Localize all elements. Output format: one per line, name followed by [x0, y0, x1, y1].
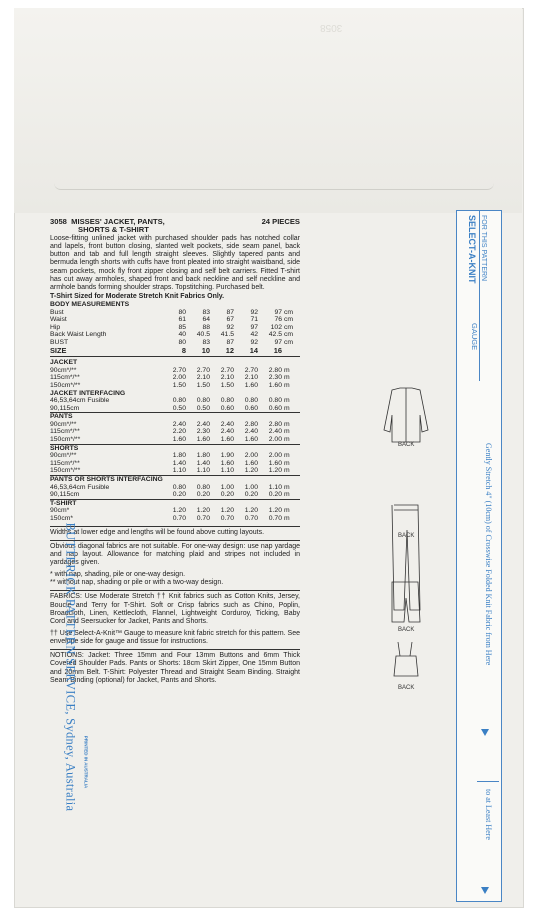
pattern-title-2: SHORTS & T-SHIRT: [78, 225, 149, 235]
table-row: [50, 507, 300, 515]
cell-value: 1.00: [220, 483, 234, 491]
table-row: [50, 436, 300, 444]
row-label: 150cm*: [50, 515, 74, 522]
table-row: [50, 316, 300, 324]
cell-value: 1.80: [196, 452, 210, 460]
table-row: [50, 324, 300, 332]
cell-value: 42.5: [268, 331, 282, 339]
cell-unit: cm: [284, 331, 294, 339]
row-label: Waist: [50, 316, 67, 324]
cell-value: 1.50: [172, 381, 186, 389]
row-label: 46,53,64cm Fusible: [50, 397, 110, 405]
gauge-arrow-start: [481, 729, 489, 736]
cell-value: 1.60: [244, 436, 258, 444]
gauge-for: FOR THIS PATTERN: [480, 215, 487, 282]
section-heading: PANTS OR SHORTS INTERFACING: [50, 476, 300, 484]
section-heading-row: [50, 444, 300, 452]
cell-value: 97: [274, 338, 282, 346]
company-name: BUTTERICK PATTERN SERVICE, Sydney, Australia: [63, 522, 78, 812]
back-label-shorts: BACK: [398, 627, 415, 633]
shorts-back-drawing: [392, 582, 420, 622]
table-row: [50, 491, 300, 499]
cell-value: 1.10: [172, 467, 186, 475]
cell-value: 0.60: [244, 404, 258, 412]
row-label: 150cm*/**: [50, 467, 81, 475]
table-row: [50, 331, 300, 339]
cell-value: 102: [270, 323, 282, 331]
cell-unit: [282, 347, 300, 355]
cell-unit: m: [284, 515, 290, 522]
section-heading: BODY MEASUREMENTS: [50, 300, 130, 308]
cell-value: 0.80: [172, 397, 186, 405]
cell-unit: m: [284, 459, 290, 467]
row-label: SIZE: [50, 345, 67, 355]
row-label: 115cm*/**: [50, 374, 80, 382]
cell-value: 61: [178, 316, 186, 324]
cell-value: 1.00: [244, 483, 258, 491]
cell-value: 1.60: [220, 436, 234, 444]
cell-value: 88: [202, 323, 210, 331]
cell-value: 1.60: [268, 381, 282, 389]
tshirt-back-drawing: [394, 642, 418, 676]
cell-unit: cm: [284, 308, 294, 316]
cell-value: 2.10: [196, 374, 210, 382]
cell-value: 0.80: [220, 397, 234, 405]
description: Loose-fitting unlined jacket with purchased shoulder pads has notched collar and lapels, front button closing, slanted welt pockets, side seam panel, back button and tab and full length straight sleeves. Slightly tapered pants and bermuda length shorts with cuffs have front pleated into straight waistband, side seam pockets, mock fly front zipper closing and self belt carriers. Fitted T-shirt has cut away armholes, shaped front and back neckline and self neckline and armhole bands forming shoulder straps. Topstitching. Purchased belt.: [50, 234, 300, 292]
cell-value: 87: [226, 338, 234, 346]
cell-value: 1.60: [172, 436, 186, 444]
cell-value: 2.70: [244, 366, 258, 374]
cell-value: 0.70: [244, 515, 258, 522]
cell-value: 64: [202, 316, 210, 324]
cell-value: 0.20: [220, 491, 234, 499]
row-label: 90cm*/**: [50, 452, 77, 460]
cell-unit: cm: [284, 316, 294, 324]
cell-value: 10: [201, 345, 210, 355]
measurements-table: [50, 301, 300, 354]
cell-value: 0.20: [196, 491, 210, 499]
row-label: 150cm*/**: [50, 381, 81, 389]
cell-value: 1.50: [220, 381, 234, 389]
cell-value: 1.50: [196, 381, 210, 389]
row-label: 115cm*/**: [50, 428, 80, 436]
cell-value: 85: [178, 323, 186, 331]
jacket-back-drawing: [384, 388, 428, 442]
cell-value: 1.20: [220, 507, 234, 515]
table-row: [50, 309, 300, 317]
cell-value: 1.40: [196, 459, 210, 467]
table-row: [50, 515, 300, 523]
pattern-info: [50, 218, 300, 688]
cell-value: 1.10: [220, 467, 234, 475]
row-label: 90,115cm: [50, 491, 80, 499]
cell-unit: m: [284, 420, 290, 428]
table-row: [50, 421, 300, 429]
cell-value: 0.70: [268, 515, 282, 522]
table-row: [50, 460, 300, 468]
without-nap-note: ** without nap, shading or pile or with a two-way design.: [50, 579, 224, 587]
cell-value: 2.70: [196, 366, 210, 374]
row-label: Hip: [50, 323, 61, 331]
cell-value: 2.00: [172, 374, 186, 382]
row-label: BUST: [50, 338, 69, 346]
row-label: 90cm*/**: [50, 366, 77, 374]
table-row: [50, 382, 300, 390]
cell-value: 76: [274, 316, 282, 324]
notions-note: NOTIONS: Jacket: Three 15mm and Four 13mm Buttons and 6mm Thick Covered Shoulder Pads. Pants or Shorts: 18cm Skirt Zipper, One 15mm Button and 20mm Belt. T-Shirt: Polyester Thread and Straight Seam Binding. Straight Seam Binding (optional) for Jacket, Pants and Shorts.: [50, 652, 300, 685]
section-heading-row: [50, 301, 300, 309]
cell-value: 2.40: [196, 420, 210, 428]
with-nap-note: * with nap, shading, pile or one-way design.: [50, 570, 186, 578]
cell-value: 0.60: [268, 404, 282, 412]
cell-unit: m: [284, 428, 290, 436]
cell-value: 1.20: [196, 507, 210, 515]
cell-value: 2.70: [172, 366, 186, 374]
section-heading-row: [50, 499, 300, 507]
cell-value: 8: [181, 345, 186, 355]
cell-value: 1.10: [268, 483, 282, 491]
back-label-pants: BACK: [398, 533, 415, 539]
cell-value: 2.00: [268, 436, 282, 444]
cell-value: 0.70: [220, 515, 234, 522]
cell-value: 2.00: [268, 452, 282, 460]
section-heading: SHORTS: [50, 444, 300, 452]
cell-value: 0.70: [196, 515, 210, 522]
section-heading: JACKET INTERFACING: [50, 389, 126, 397]
cell-value: 1.60: [196, 436, 210, 444]
cell-value: 1.20: [268, 467, 282, 475]
cell-value: 14: [249, 345, 258, 355]
fabrics-note: FABRICS: Use Moderate Stretch †† Knit fabrics such as Cotton Knits, Jersey, Boucle and Terry for T-Shirt. Soft or Crisp fabrics such as Chino, Poplin, Broadcloth, Linen, Kettlecloth, Flannel, Lightweight Corduroy, Ticking, Baby Cord and Seersucker for Jacket, Pants and Shorts.: [50, 593, 300, 626]
cell-value: 0.50: [196, 404, 210, 412]
cell-value: 2.30: [268, 374, 282, 382]
cell-value: 1.60: [244, 381, 258, 389]
cell-value: 16: [273, 345, 282, 355]
cell-unit: m: [284, 467, 290, 475]
cell-value: 2.20: [172, 428, 186, 436]
table-row: [50, 374, 300, 382]
gauge-instruction: Gently Stretch 4" (10cm) of Crosswise Folded Knit Fabric from Here: [484, 443, 493, 666]
cell-value: 80: [178, 338, 186, 346]
cell-value: 0.20: [172, 491, 186, 499]
row-label: 90cm*: [50, 507, 70, 515]
cell-value: 0.80: [196, 483, 210, 491]
row-label: 115cm*/**: [50, 459, 80, 467]
cell-value: 1.10: [196, 467, 210, 475]
cell-unit: cm: [284, 323, 294, 331]
cell-value: 1.20: [244, 467, 258, 475]
table-row: [50, 405, 300, 413]
cell-value: 2.10: [244, 374, 258, 382]
cell-value: 2.70: [220, 366, 234, 374]
cell-unit: m: [284, 507, 290, 515]
gauge-to: to at Least Here: [484, 789, 493, 840]
cell-value: 87: [226, 308, 234, 316]
cell-value: 1.60: [268, 459, 282, 467]
cell-value: 97: [250, 323, 258, 331]
cell-value: 0.80: [196, 397, 210, 405]
row-label: Bust: [50, 308, 64, 316]
section-heading-row: [50, 359, 300, 367]
row-label: Back Waist Length: [50, 331, 107, 339]
cell-value: 2.80: [268, 366, 282, 374]
cell-value: 1.20: [268, 507, 282, 515]
cell-value: 0.50: [172, 404, 186, 412]
row-label: 90,115cm: [50, 404, 80, 412]
cell-value: 0.70: [172, 515, 186, 522]
cell-value: 92: [250, 308, 258, 316]
pattern-number: 3058: [50, 217, 67, 226]
cell-unit: cm: [284, 338, 294, 346]
section-heading: JACKET: [50, 359, 78, 367]
cell-value: 41.5: [220, 331, 234, 339]
back-label-jacket: BACK: [398, 442, 415, 448]
cell-value: 2.40: [244, 428, 258, 436]
cell-value: 2.80: [268, 420, 282, 428]
cell-value: 0.60: [220, 404, 234, 412]
row-label: 150cm*/**: [50, 436, 81, 444]
cell-value: 12: [225, 345, 234, 355]
table-row: [50, 339, 300, 347]
cell-unit: m: [284, 381, 290, 389]
cell-value: 67: [226, 316, 234, 324]
gauge-brand: SELECT-A-KNIT: [467, 215, 477, 284]
cell-value: 2.30: [196, 428, 210, 436]
pants-back-drawing: [392, 505, 420, 610]
table-row: [50, 428, 300, 436]
section-heading: T-SHIRT: [50, 499, 300, 507]
cell-value: 83: [202, 308, 210, 316]
section-heading-row: [50, 476, 300, 484]
cell-unit: m: [284, 452, 290, 460]
cell-unit: m: [284, 491, 290, 499]
cell-value: 1.90: [220, 452, 234, 460]
cell-value: 83: [202, 338, 210, 346]
diagonal-note: Obvious diagonal fabrics are not suitable. For one-way design: use nap yardage and nap layout. Allowance for matching plaid and stripes not included in yardages given.: [50, 542, 300, 567]
cell-unit: m: [284, 374, 290, 382]
widths-note: Widths at lower edge and lengths will be found above cutting layouts.: [50, 528, 265, 536]
cell-value: 92: [250, 338, 258, 346]
cell-value: 2.40: [220, 428, 234, 436]
table-row: [50, 367, 300, 375]
table-row: [50, 452, 300, 460]
cell-value: 1.80: [172, 452, 186, 460]
cell-value: 2.80: [244, 420, 258, 428]
cell-value: 0.20: [244, 491, 258, 499]
row-label: 46,53,64cm Fusible: [50, 483, 110, 491]
cell-value: 40: [178, 331, 186, 339]
cell-unit: m: [284, 436, 290, 444]
cell-unit: m: [284, 404, 290, 412]
cell-unit: m: [284, 483, 290, 491]
ghost-number: 3058: [320, 22, 343, 33]
cell-value: 1.20: [172, 507, 186, 515]
section-heading-row: [50, 413, 300, 421]
cell-value: 97: [274, 308, 282, 316]
cell-value: 42: [250, 331, 258, 339]
cell-value: 80: [178, 308, 186, 316]
cell-value: 0.20: [268, 491, 282, 499]
table-row: [50, 347, 300, 355]
table-row: [50, 397, 300, 405]
envelope-flap: [14, 8, 522, 213]
tshirt-note: T-Shirt Sized for Moderate Stretch Knit Fabrics Only.: [50, 292, 225, 300]
gauge-arrow-end: [481, 887, 489, 894]
garment-illustrations: [360, 360, 450, 720]
cell-unit: m: [284, 397, 290, 405]
cell-unit: m: [284, 366, 290, 374]
select-a-knit-gauge: [456, 210, 502, 902]
section-heading: PANTS: [50, 413, 300, 421]
gauge-note: †† Use Select-A-Knit™ Gauge to measure knit fabric stretch for this pattern. See envelope side for gauge and tissue for instructions.: [50, 629, 300, 645]
cell-value: 71: [250, 316, 258, 324]
section-heading-row: [50, 390, 300, 398]
table-row: [50, 484, 300, 492]
yardage-table: [50, 359, 300, 522]
cell-value: 2.40: [172, 420, 186, 428]
pieces-count: 24 PIECES: [261, 217, 300, 226]
cell-value: 2.00: [244, 452, 258, 460]
row-label: 90cm*/**: [50, 420, 77, 428]
cell-value: 1.60: [220, 459, 234, 467]
back-label-tshirt: BACK: [398, 685, 415, 691]
cell-value: 0.80: [172, 483, 186, 491]
cell-value: 40.5: [196, 331, 210, 339]
cell-value: 2.40: [268, 428, 282, 436]
table-row: [50, 467, 300, 475]
cell-value: 1.20: [244, 507, 258, 515]
cell-value: 1.40: [172, 459, 186, 467]
cell-value: 2.10: [220, 374, 234, 382]
printed-in: PRINTED IN AUSTRALIA: [83, 735, 89, 789]
cell-value: 0.80: [268, 397, 282, 405]
pattern-title-1: MISSES' JACKET, PANTS,: [71, 217, 165, 226]
cell-value: 1.60: [244, 459, 258, 467]
cell-value: 0.80: [244, 397, 258, 405]
cell-value: 92: [226, 323, 234, 331]
cell-value: 2.40: [220, 420, 234, 428]
gauge-word: GAUGE: [470, 323, 479, 351]
